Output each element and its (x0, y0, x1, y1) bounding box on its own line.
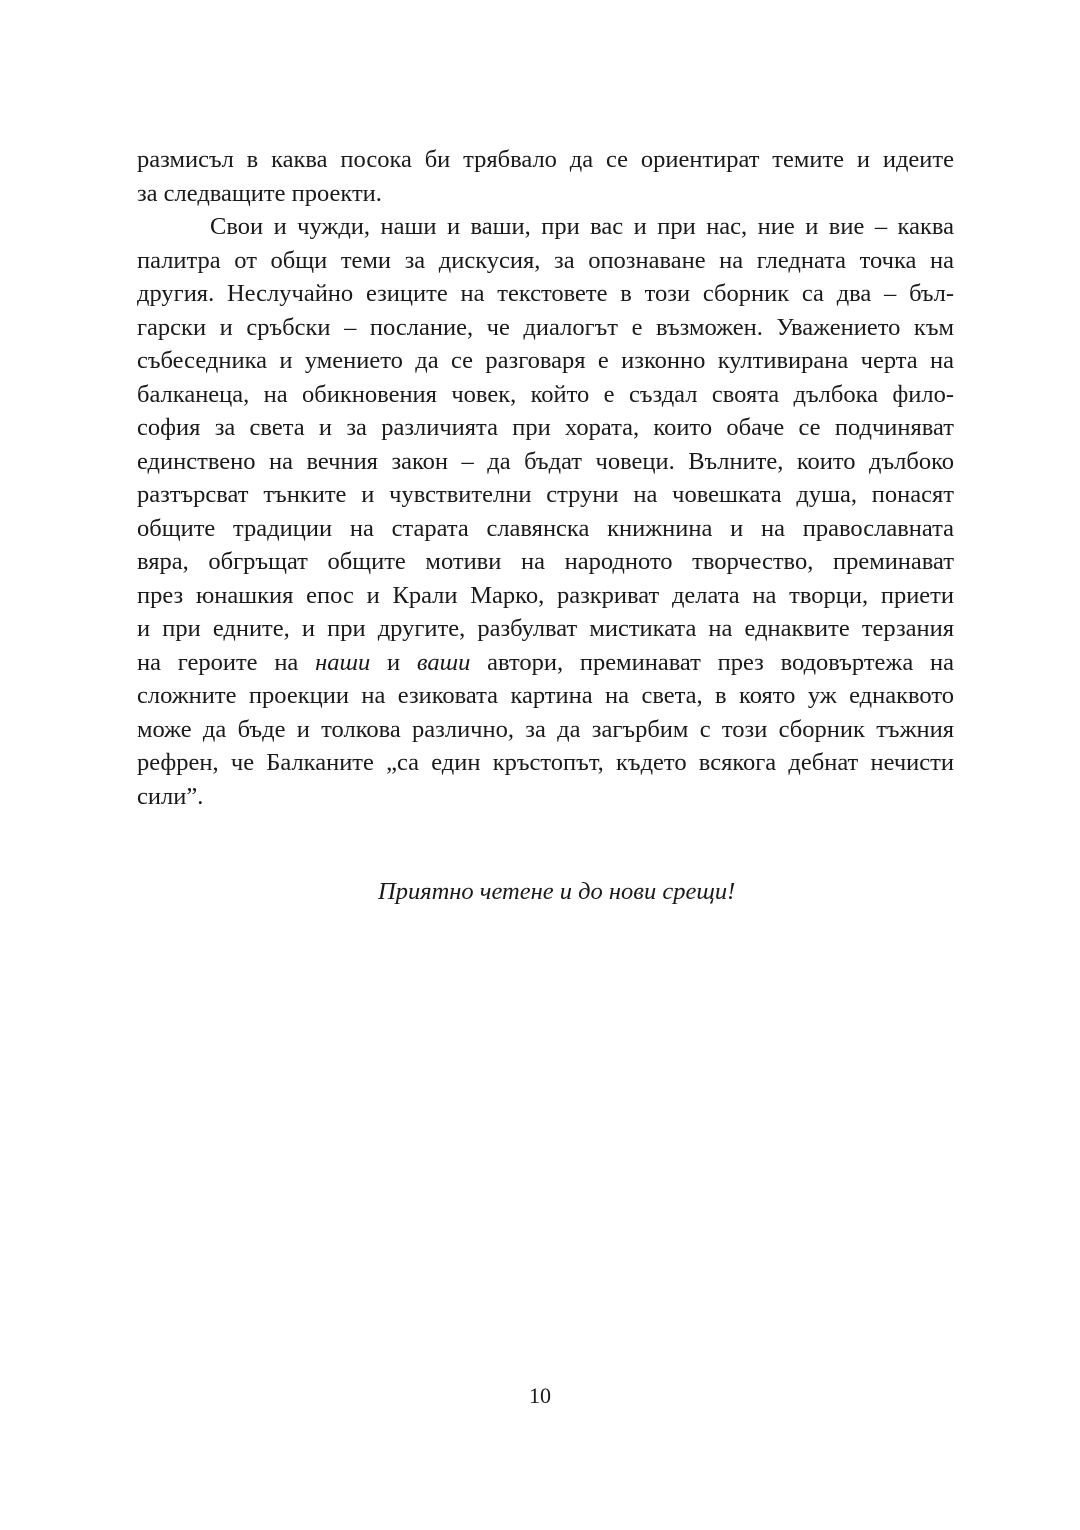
text-fragment: на героите на (137, 648, 316, 676)
text-fragment: автори, преминават през водовъртежа на (470, 648, 954, 676)
text-line: Свои и чужди, наши и ваши, при вас и при нас, ние и вие – каква (210, 213, 954, 240)
text-line: през юнашкия епос и Крали Марко, разкриват делата на творци, приети (137, 581, 954, 609)
text-line: сложните проекции на езиковата картина на света, в която уж еднаквото (137, 682, 954, 709)
text-line-with-italics (137, 646, 954, 680)
text-line: рефрен, че Балканите „са един кръстопът, където всякога дебнат нечисти (137, 749, 954, 776)
text-line: вяра, обгръщат общите мотиви на народното творчество, преминават (137, 548, 954, 575)
text-line: сили”. (137, 782, 204, 810)
italic-word: наши (315, 648, 371, 676)
text-line: балканеца, на обикновения човек, който е създал своята дълбока фило- (137, 380, 954, 408)
text-line: гарски и сръбски – послание, че диалогът е възможен. Уважението към (137, 313, 954, 341)
text-line: размисъл в каква посока би трябвало да се ориентират темите и идеите (137, 146, 954, 173)
text-line: другия. Неслучайно езиците на текстовете в този сборник са два – бъл- (137, 280, 954, 307)
text-line: палитра от общи теми за дискусия, за опознаване на гледната точка на (137, 246, 954, 274)
text-line: може да бъде и толкова различно, за да загърбим с този сборник тъжния (137, 715, 954, 743)
text-line: разтърсват тънките и чувствителни струни на човешката душа, понасят (137, 481, 954, 508)
text-line: за следващите проекти. (137, 179, 382, 207)
text-line: единствено на вечния закон – да бъдат човеци. Вълните, които дълбоко (137, 447, 954, 475)
text-line: и при едните, и при другите, разбулват мистиката на еднаквите терзания (137, 615, 954, 642)
text-line: общите традиции на старата славянска книжнина и на православната (137, 514, 954, 542)
closing-greeting: Приятно четене и до нови срещи! (378, 878, 736, 905)
page-number: 10 (529, 1383, 551, 1408)
text-line: софия за света и за различията при хората, които обаче се подчиняват (137, 414, 954, 441)
text-line: събеседника и умението да се разговаря е изконно култивирана черта на (137, 347, 954, 374)
body-text (137, 143, 954, 813)
text-fragment: и (370, 648, 417, 676)
italic-word: ваши (416, 648, 471, 676)
